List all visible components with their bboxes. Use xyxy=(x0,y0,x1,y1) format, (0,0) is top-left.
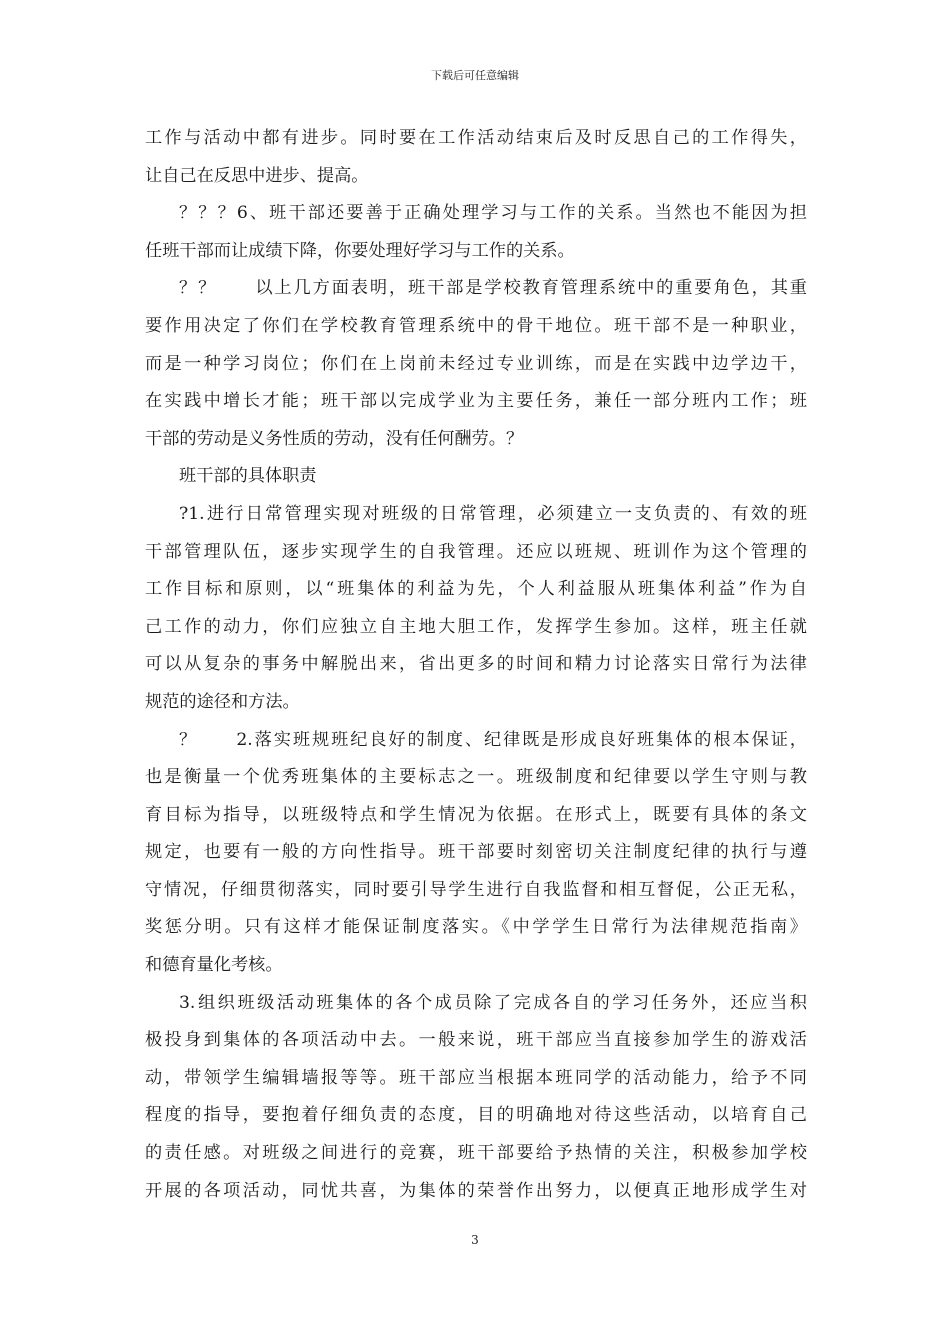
text-line: 3.组织班级活动班集体的各个成员除了完成各自的学习任务外，还应当积 xyxy=(179,992,807,1013)
text-line: 规范的途径和方法。 xyxy=(145,691,300,712)
text-line: 而是一种学习岗位；你们在上岗前未经过专业训练，而是在实践中边学边干， xyxy=(145,353,807,374)
text-line: 己工作的动力，你们应独立自主地大胆工作，发挥学生参加。这样，班主任就 xyxy=(145,616,807,637)
text-line: 也是衡量一个优秀班集体的主要标志之一。班级制度和纪律要以学生守则与教 xyxy=(145,767,807,788)
text-line: 程度的指导，要抱着仔细负责的态度，目的明确地对待这些活动，以培育自己 xyxy=(145,1105,807,1126)
text-line: 干部的劳动是义务性质的劳动，没有任何酬劳。？ xyxy=(145,428,524,449)
text-line: 在实践中增长才能；班干部以完成学业为主要任务，兼任一部分班内工作；班 xyxy=(145,391,807,412)
text-line: 动，带领学生编辑墙报等等。班干部应当根据本班同学的活动能力，给予不同 xyxy=(145,1067,807,1088)
text-line: 守情况，仔细贯彻落实，同时要引导学生进行自我监督和相互督促，公正无私， xyxy=(145,879,807,900)
page-header: 下载后可任意编辑 xyxy=(431,69,519,82)
text-line: 育目标为指导，以班级特点和学生情况为依据。在形式上，既要有具体的条文 xyxy=(145,804,807,825)
text-line: 干部管理队伍，逐步实现学生的自我管理。还应以班规、班训作为这个管理的 xyxy=(145,541,807,562)
section-heading: 班干部的具体职责 xyxy=(179,466,317,487)
text-line: 规定，也要有一般的方向性指导。班干部要时刻密切关注制度纪律的执行与遵 xyxy=(145,842,807,863)
text-line: 和德育量化考核。 xyxy=(145,955,283,976)
page-number: 3 xyxy=(471,1233,479,1247)
text-line: ？？ 以上几方面表明，班干部是学校教育管理系统中的重要角色，其重 xyxy=(179,278,807,299)
document-body xyxy=(145,120,807,1210)
text-line: 极投身到集体的各项活动中去。一般来说，班干部应当直接参加学生的游戏活 xyxy=(145,1030,807,1051)
text-line: 让自己在反思中进步、提高。 xyxy=(145,165,369,186)
text-line: ？ 2.落实班规班纪良好的制度、纪律既是形成良好班集体的根本保证， xyxy=(179,729,807,750)
text-line: ?1.进行日常管理实现对班级的日常管理，必须建立一支负责的、有效的班 xyxy=(179,503,807,524)
text-line: 要作用决定了你们在学校教育管理系统中的骨干地位。班干部不是一种职业， xyxy=(145,315,807,336)
text-line: 奖惩分明。只有这样才能保证制度落实。《中学学生日常行为法律规范指南》 xyxy=(145,917,807,938)
text-line: 开展的各项活动，同忧共喜，为集体的荣誉作出努力，以便真正地形成学生对 xyxy=(145,1180,807,1201)
text-line: 任班干部而让成绩下降，你要处理好学习与工作的关系。 xyxy=(145,240,575,261)
text-line: 的责任感。对班级之间进行的竞赛，班干部要给予热情的关注，积极参加学校 xyxy=(145,1143,807,1164)
text-line: ？？？6、班干部还要善于正确处理学习与工作的关系。当然也不能因为担 xyxy=(179,203,807,224)
text-line: 工作与活动中都有进步。同时要在工作活动结束后及时反思自己的工作得失， xyxy=(145,128,807,148)
text-line: 工作目标和原则，以“班集体的利益为先，个人利益服从班集体利益”作为自 xyxy=(145,579,807,600)
text-line: 可以从复杂的事务中解脱出来，省出更多的时间和精力讨论落实日常行为法律 xyxy=(145,654,807,675)
